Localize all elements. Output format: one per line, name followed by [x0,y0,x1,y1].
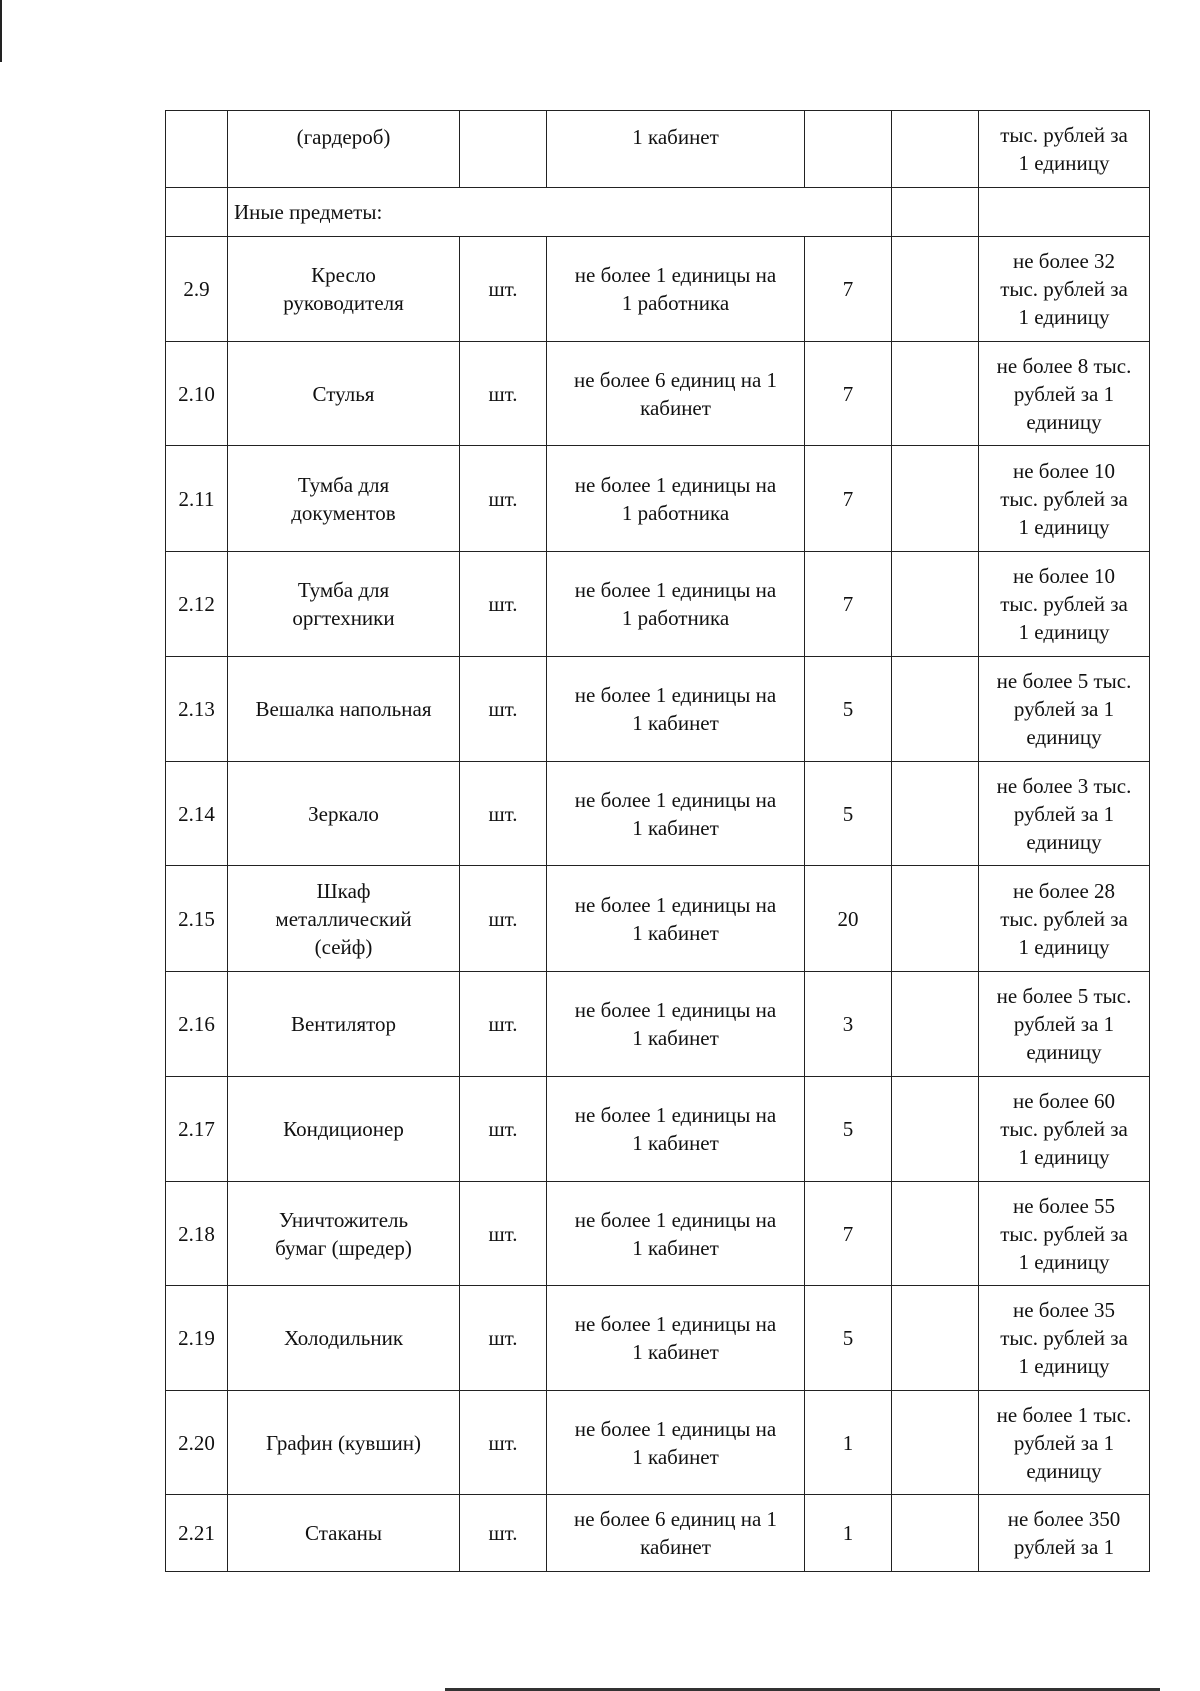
cell-empty [892,1495,979,1572]
cell-years [805,1495,892,1572]
item-name: Тумба для оргтехники [292,578,395,630]
cell-unit [460,1077,547,1182]
item-price: тыс. рублей за 1 единицу [1000,123,1128,175]
cell-years [805,552,892,657]
item-name: Уничтожитель бумаг (шредер) [275,1207,412,1260]
cell-norm [547,762,805,866]
item-name: Вешалка напольная [255,697,432,721]
item-price: не более 5 тыс. рублей за 1 единицу [996,984,1132,1064]
item-name: Шкаф металлический (сейф) [275,878,412,959]
cell-empty [892,1391,979,1495]
cell-norm [547,552,805,657]
cell-name [228,1286,460,1391]
item-norm: не более 1 единицы на 1 кабинет [574,787,777,840]
table-row [166,1182,1150,1286]
item-price: не более 28 тыс. рублей за 1 единицу [1000,878,1128,959]
cell-num [166,1077,228,1182]
cell-years [805,1077,892,1182]
item-price: не более 10 тыс. рублей за 1 единицу [1000,458,1128,539]
cell-price [979,111,1150,188]
cell-norm [547,446,805,552]
cell-num [166,111,228,188]
cell-norm [547,342,805,446]
table-row [166,657,1150,762]
item-number: 2.20 [178,1430,215,1455]
item-name: Стулья [312,381,375,406]
item-unit: шт. [488,801,518,826]
item-name: Кондиционер [283,1117,404,1141]
item-service-years: 7 [842,381,854,406]
item-price: не более 60 тыс. рублей за 1 единицу [1000,1089,1128,1169]
cell-norm [547,972,805,1077]
cell-years [805,1286,892,1391]
cell-price [979,866,1150,972]
cell-price [979,1182,1150,1286]
section-row [166,188,1150,237]
item-unit: шт. [488,486,518,511]
item-norm: не более 1 единицы на 1 кабинет [574,1207,777,1260]
cell-num [166,1495,228,1572]
cell-name [228,1391,460,1495]
table-row [166,1391,1150,1495]
cell-unit [460,237,547,342]
item-number: 2.10 [178,381,215,406]
cell-price [979,972,1150,1077]
item-unit: шт. [488,1326,518,1350]
cell-norm [547,1182,805,1286]
cell-price [979,762,1150,866]
item-unit: шт. [488,1012,518,1036]
cell-norm [547,237,805,342]
cell-name [228,111,460,188]
cell-price [979,188,1150,237]
cell-price [979,552,1150,657]
cell-years [805,111,892,188]
item-price: не более 55 тыс. рублей за 1 единицу [1000,1193,1128,1274]
cell-name [228,446,460,552]
cell-name [228,866,460,972]
cell-name [228,237,460,342]
section-label: Иные предметы: [234,200,383,224]
cell-num [166,866,228,972]
item-name: Кресло руководителя [283,263,404,315]
cell-years [805,762,892,866]
cell-unit [460,342,547,446]
item-unit: шт. [488,906,518,931]
scan-edge-mark-left [0,0,2,62]
item-norm: не более 6 единиц на 1 кабинет [573,367,778,420]
cell-name [228,657,460,762]
item-norm: не более 1 единицы на 1 кабинет [574,1416,777,1469]
cell-num [166,552,228,657]
cell-empty [892,111,979,188]
cell-num [166,1182,228,1286]
cell-unit [460,762,547,866]
cell-norm [547,866,805,972]
cell-unit [460,1286,547,1391]
cell-norm [547,111,805,188]
table-row [166,972,1150,1077]
cell-name [228,1077,460,1182]
item-service-years: 20 [837,906,859,931]
cell-num [166,1391,228,1495]
item-price: не более 35 тыс. рублей за 1 единицу [1000,1298,1128,1378]
cell-years [805,1182,892,1286]
cell-unit [460,1182,547,1286]
item-norm: не более 1 единицы на 1 кабинет [574,683,777,735]
item-norm: 1 кабинет [632,125,719,149]
cell-empty [892,866,979,972]
cell-num [166,342,228,446]
cell-price [979,1495,1150,1572]
item-name: Зеркало [308,801,379,826]
table-row [166,1077,1150,1182]
cell-norm [547,1391,805,1495]
cell-empty [892,1182,979,1286]
item-unit: шт. [488,1430,518,1455]
item-number: 2.11 [178,486,215,511]
item-norm: не более 1 единицы на 1 кабинет [574,998,777,1050]
table-row [166,342,1150,446]
cell-norm [547,1286,805,1391]
item-service-years: 5 [842,1326,854,1350]
cell-name [228,342,460,446]
cell-empty [892,972,979,1077]
cell-num [166,188,228,237]
item-norm: не более 1 единицы на 1 работника [574,578,777,630]
cell-years [805,237,892,342]
cell-name [228,1182,460,1286]
cell-empty [892,657,979,762]
cell-years [805,657,892,762]
item-name: (гардероб) [296,125,391,149]
item-number: 2.19 [178,1326,215,1350]
cell-price [979,342,1150,446]
cell-empty [892,446,979,552]
cell-price [979,1077,1150,1182]
furniture-norms-table [165,110,1150,1572]
item-service-years: 7 [842,277,854,301]
cell-price [979,1286,1150,1391]
item-unit: шт. [488,1117,518,1141]
cell-empty [892,188,979,237]
item-number: 2.15 [178,906,215,931]
cell-empty [892,1077,979,1182]
cell-unit [460,1391,547,1495]
table-row [166,237,1150,342]
cell-unit [460,657,547,762]
cell-empty [892,1286,979,1391]
item-name: Стаканы [304,1521,383,1545]
table-row [166,552,1150,657]
cell-years [805,866,892,972]
cell-price [979,1391,1150,1495]
item-price: не более 8 тыс. рублей за 1 единицу [996,353,1132,434]
cell-unit [460,446,547,552]
item-unit: шт. [488,1221,518,1246]
item-norm: не более 6 единиц на 1 кабинет [573,1507,778,1559]
table-row [166,866,1150,972]
item-unit: шт. [488,697,518,721]
cell-empty [892,552,979,657]
item-number: 2.9 [183,277,210,301]
cell-name [228,972,460,1077]
item-service-years: 5 [842,801,854,826]
item-norm: не более 1 единицы на 1 кабинет [574,1103,777,1155]
item-service-years: 7 [842,592,854,616]
item-norm: не более 1 единицы на 1 кабинет [574,892,777,945]
item-unit: шт. [488,381,518,406]
item-price: не более 32 тыс. рублей за 1 единицу [1000,249,1128,329]
item-service-years: 3 [842,1012,854,1036]
item-number: 2.18 [178,1221,215,1246]
cell-unit [460,1495,547,1572]
cell-empty [892,762,979,866]
item-service-years: 1 [842,1430,854,1455]
item-number: 2.14 [178,801,215,826]
cell-unit [460,972,547,1077]
cell-price [979,446,1150,552]
cell-unit [460,866,547,972]
table-body [166,111,1150,1572]
cell-unit [460,111,547,188]
item-service-years: 5 [842,1117,854,1141]
table-row [166,1495,1150,1572]
item-number: 2.16 [178,1012,215,1036]
cell-years [805,446,892,552]
table-row [166,446,1150,552]
item-service-years: 5 [842,697,854,721]
cell-norm [547,1495,805,1572]
item-number: 2.13 [178,697,215,721]
cell-years [805,1391,892,1495]
cell-price [979,657,1150,762]
item-price: не более 3 тыс. рублей за 1 единицу [996,773,1132,854]
cell-years [805,342,892,446]
cell-num [166,657,228,762]
cell-name [228,552,460,657]
cell-num [166,237,228,342]
cell-norm [547,657,805,762]
item-number: 2.21 [178,1521,215,1545]
section-label-cell [228,188,892,237]
item-norm: не более 1 единицы на 1 работника [574,472,777,525]
cell-num [166,446,228,552]
item-unit: шт. [488,1521,518,1545]
cell-name [228,1495,460,1572]
item-service-years: 7 [842,1221,854,1246]
item-price: не более 1 тыс. рублей за 1 единицу [996,1402,1132,1483]
item-unit: шт. [488,277,518,301]
item-number: 2.17 [178,1117,215,1141]
table-row-continued [166,111,1150,188]
item-price: не более 5 тыс. рублей за 1 единицу [996,669,1132,749]
item-unit: шт. [488,592,518,616]
table-row [166,1286,1150,1391]
cell-unit [460,552,547,657]
item-name: Тумба для документов [291,472,396,525]
item-norm: не более 1 единицы на 1 работника [574,263,777,315]
item-name: Графин (кувшин) [266,1430,421,1455]
cell-price [979,237,1150,342]
item-price: не более 10 тыс. рублей за 1 единицу [1000,564,1128,644]
cell-norm [547,1077,805,1182]
item-number: 2.12 [178,592,215,616]
item-price: не более 350 рублей за 1 [1007,1507,1121,1559]
table-row [166,762,1150,866]
item-name: Вентилятор [290,1012,397,1036]
cell-name [228,762,460,866]
item-norm: не более 1 единицы на 1 кабинет [574,1312,777,1364]
cell-num [166,1286,228,1391]
cell-num [166,762,228,866]
cell-num [166,972,228,1077]
item-name: Холодильник [283,1326,404,1350]
item-service-years: 1 [842,1521,854,1545]
cell-empty [892,342,979,446]
cell-empty [892,237,979,342]
item-service-years: 7 [842,486,854,511]
cell-years [805,972,892,1077]
